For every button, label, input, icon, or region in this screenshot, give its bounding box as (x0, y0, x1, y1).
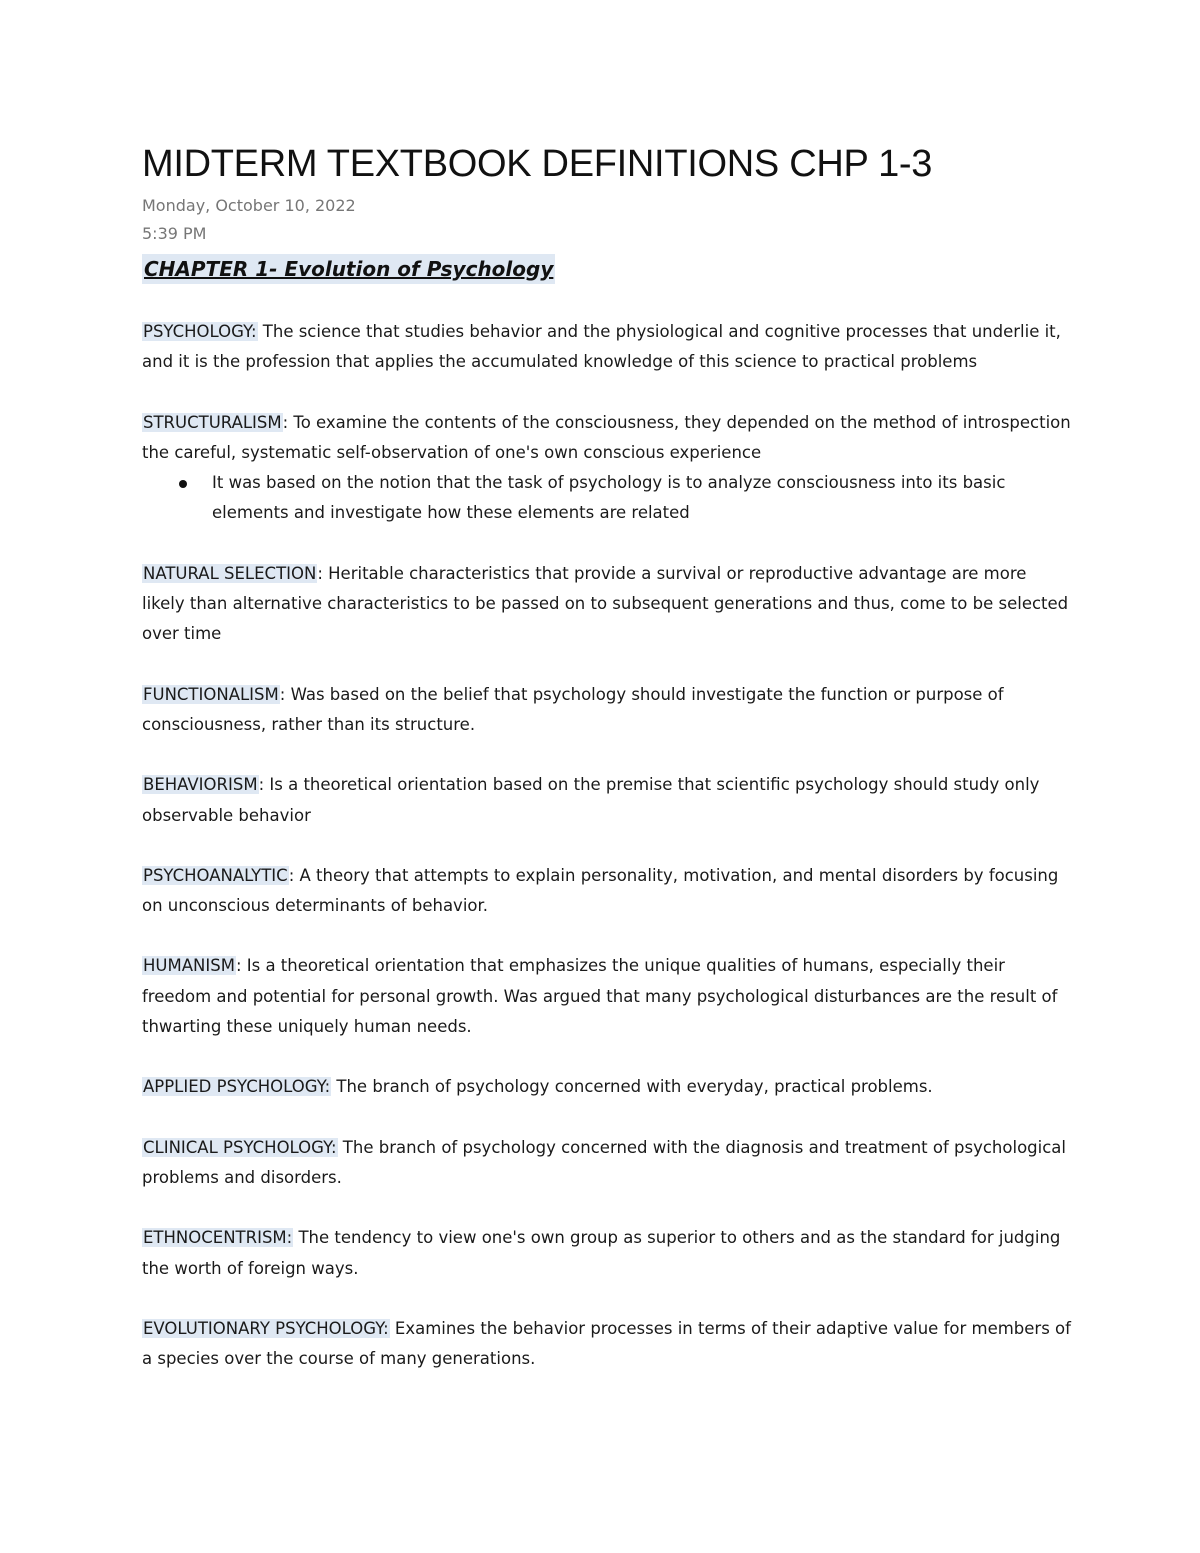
definition-term: EVOLUTIONARY PSYCHOLOGY: (143, 1318, 389, 1338)
definition-text: : Was based on the belief that psychology should investigate the function or purpose of consciousness, rather than its structure. (142, 684, 1004, 734)
chapter-heading: CHAPTER 1- Evolution of Psychology (142, 254, 555, 284)
definitions-list (142, 317, 1072, 1374)
definition-term: HUMANISM (143, 956, 235, 976)
definition-term: FUNCTIONALISM (143, 684, 279, 704)
definition-entry (142, 408, 1072, 529)
definition-text: The branch of psychology concerned with the diagnosis and treatment of psychological problems and disorders. (142, 1137, 1066, 1187)
definition-entry (142, 317, 1072, 378)
definition-entry (142, 861, 1072, 922)
definition-term: ETHNOCENTRISM: (143, 1228, 293, 1248)
definition-term: BEHAVIORISM (143, 775, 258, 795)
note-date: Monday, October 10, 2022 (142, 196, 356, 215)
definition-term: STRUCTURALISM (143, 412, 282, 432)
definition-text: : Heritable characteristics that provide a survival or reproductive advantage are more likely than alternative characteristics to be passed on to subsequent generations and thus, come to be selected over time (142, 563, 1069, 644)
definition-entry (142, 559, 1072, 650)
definition-entry (142, 1223, 1072, 1284)
definition-text: : A theory that attempts to explain personality, motivation, and mental disorders by focusing on unconscious determinants of behavior. (142, 865, 1059, 916)
definition-text: : Is a theoretical orientation based on the premise that scientific psychology should study only observable behavior (142, 775, 1040, 825)
definition-term: APPLIED PSYCHOLOGY: (143, 1077, 331, 1097)
bullet-item: It was based on the notion that the task of psychology is to analyze consciousness into its basic elements and investigate how these elements are related (212, 468, 1072, 529)
definition-term: CLINICAL PSYCHOLOGY: (143, 1137, 337, 1157)
definition-text: The tendency to view one's own group as superior to others and as the standard for judging the worth of foreign ways. (142, 1228, 1061, 1278)
definition-entry (142, 1072, 1072, 1102)
definition-text: The branch of psychology concerned with everyday, practical problems. (331, 1077, 933, 1097)
definition-term: PSYCHOLOGY: (143, 322, 257, 341)
definition-entry (142, 770, 1072, 831)
definition-text: Examines the behavior processes in terms of their adaptive value for members of a species over the course of many generations. (142, 1318, 1071, 1369)
definition-entry (142, 1314, 1072, 1375)
definition-entry (142, 680, 1072, 741)
definition-text: : To examine the contents of the consciousness, they depended on the method of introspection the careful, systematic self-observation of one's own conscious experience (142, 412, 1071, 462)
definition-entry (142, 1133, 1072, 1194)
definition-text: : Is a theoretical orientation that emphasizes the unique qualities of humans, especially their freedom and potential for personal growth. Was argued that many psychological disturbances are the result of thwarting these uniquely human needs. (142, 956, 1058, 1037)
definition-entry (142, 951, 1072, 1042)
definition-term: NATURAL SELECTION (143, 563, 317, 583)
definition-text: The science that studies behavior and the physiological and cognitive processes that underlie it, and it is the profession that applies the accumulated knowledge of this science to practical problems (142, 322, 1061, 372)
note-time: 5:39 PM (142, 224, 207, 243)
bullet-dot-icon (179, 480, 187, 488)
definition-term: PSYCHOANALYTIC (143, 865, 288, 885)
document-page (142, 140, 1072, 1374)
bullet-list (142, 468, 1072, 529)
page-title: MIDTERM TEXTBOOK DEFINITIONS CHP 1-3 (142, 143, 933, 185)
